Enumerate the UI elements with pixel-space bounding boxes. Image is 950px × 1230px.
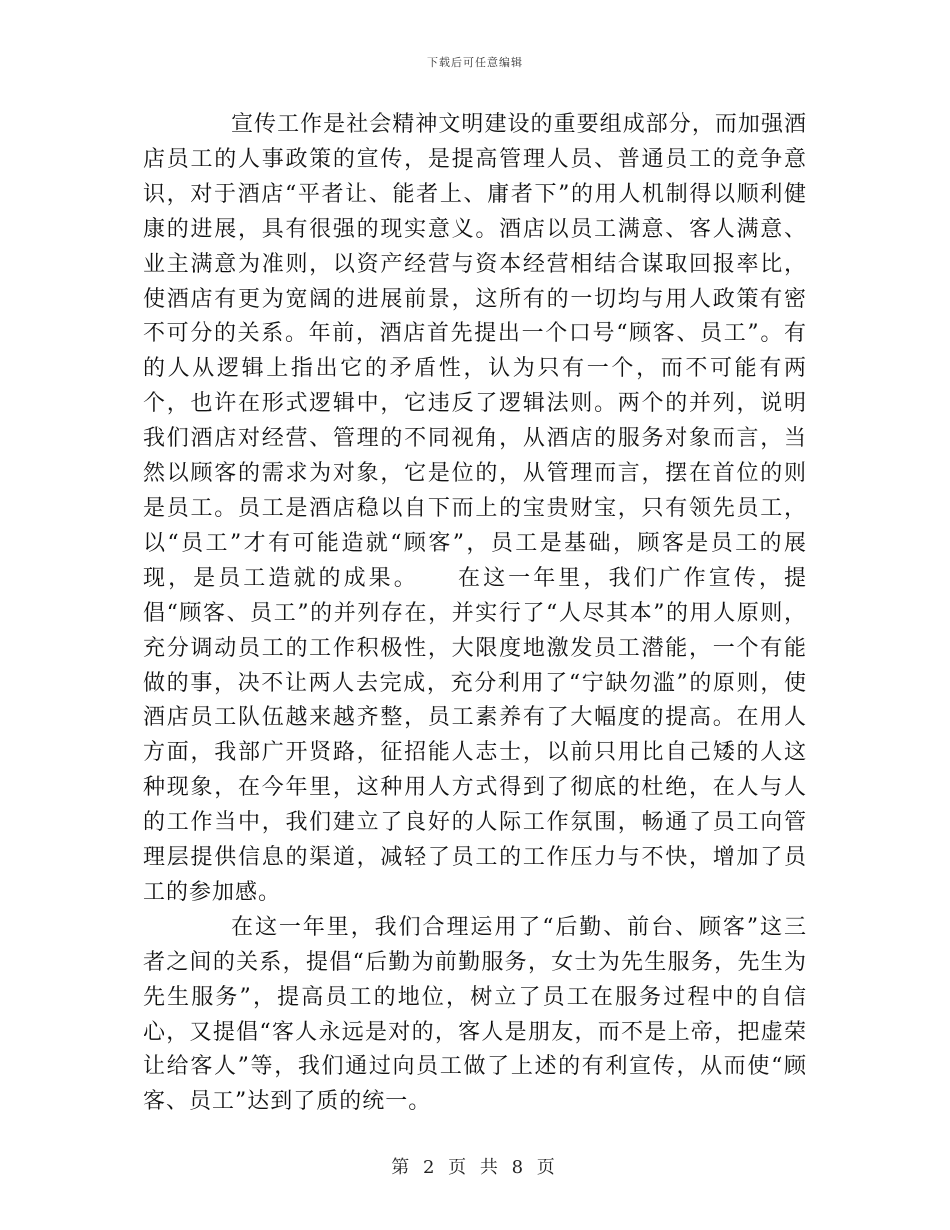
page-number: 第 2 页 共 8 页 [391,1157,559,1178]
paragraph-1: 宣传工作是社会精神文明建设的重要组成部分，而加强酒店员工的人事政策的宣传，是提高管理人员、普通员工的竞争意识，对于酒店“平者让、能者上、庸者下”的用人机制得以顺利健康的进展，具有很强的现实意义。酒店以员工满意、客人满意、业主满意为准则，以资产经营与资本经营相结合谋取回报率比，使酒店有更为宽阔的进展前景，这所有的一切均与用人政策有密不可分的关系。年前，酒店首先提出一个口号“顾客、员工”。有的人从逻辑上指出它的矛盾性，认为只有一个，而不可能有两个，也许在形式逻辑中，它违反了逻辑法则。两个的并列，说明我们酒店对经营、管理的不同视角，从酒店的服务对象而言，当然以顾客的需求为对象，它是位的，从管理而言，摆在首位的则是员工。员工是酒店稳以自下而上的宝贵财宝，只有领先员工，以“员工”才有可能造就“顾客”，员工是基础，顾客是员工的展现，是员工造就的成果。 在这一年里，我们广作宣传，提倡“顾客、员工”的并列存在，并实行了“人尽其本”的用人原则，充分调动员工的工作积极性，大限度地激发员工潜能，一个有能做的事，决不让两人去完成，充分利用了“宁缺勿滥”的原则，使酒店员工队伍越来越齐整，员工素养有了大幅度的提高。在用人方面，我部广开贤路，征招能人志士，以前只用比自己矮的人这种现象，在今年里，这种用人方式得到了彻底的杜绝，在人与人的工作当中，我们建立了良好的人际工作氛围，畅通了员工向管理层提供信息的渠道，减轻了员工的工作压力与不快，增加了员工的参加感。 [143,112,807,905]
paragraph-2: 在这一年里，我们合理运用了“后勤、前台、顾客”这三者之间的关系，提倡“后勤为前勤服务，女士为先生服务，先生为先生服务”，提高员工的地位，树立了员工在服务过程中的自信心，又提倡“客人永远是对的，客人是朋友，而不是上帝，把虚荣让给客人”等，我们通过向员工做了上述的有利宣传，从而使“顾客、员工”达到了质的统一。 [143,914,807,1115]
document-body [143,108,807,1120]
page-header-note: 下载后可任意编辑 [427,56,523,69]
